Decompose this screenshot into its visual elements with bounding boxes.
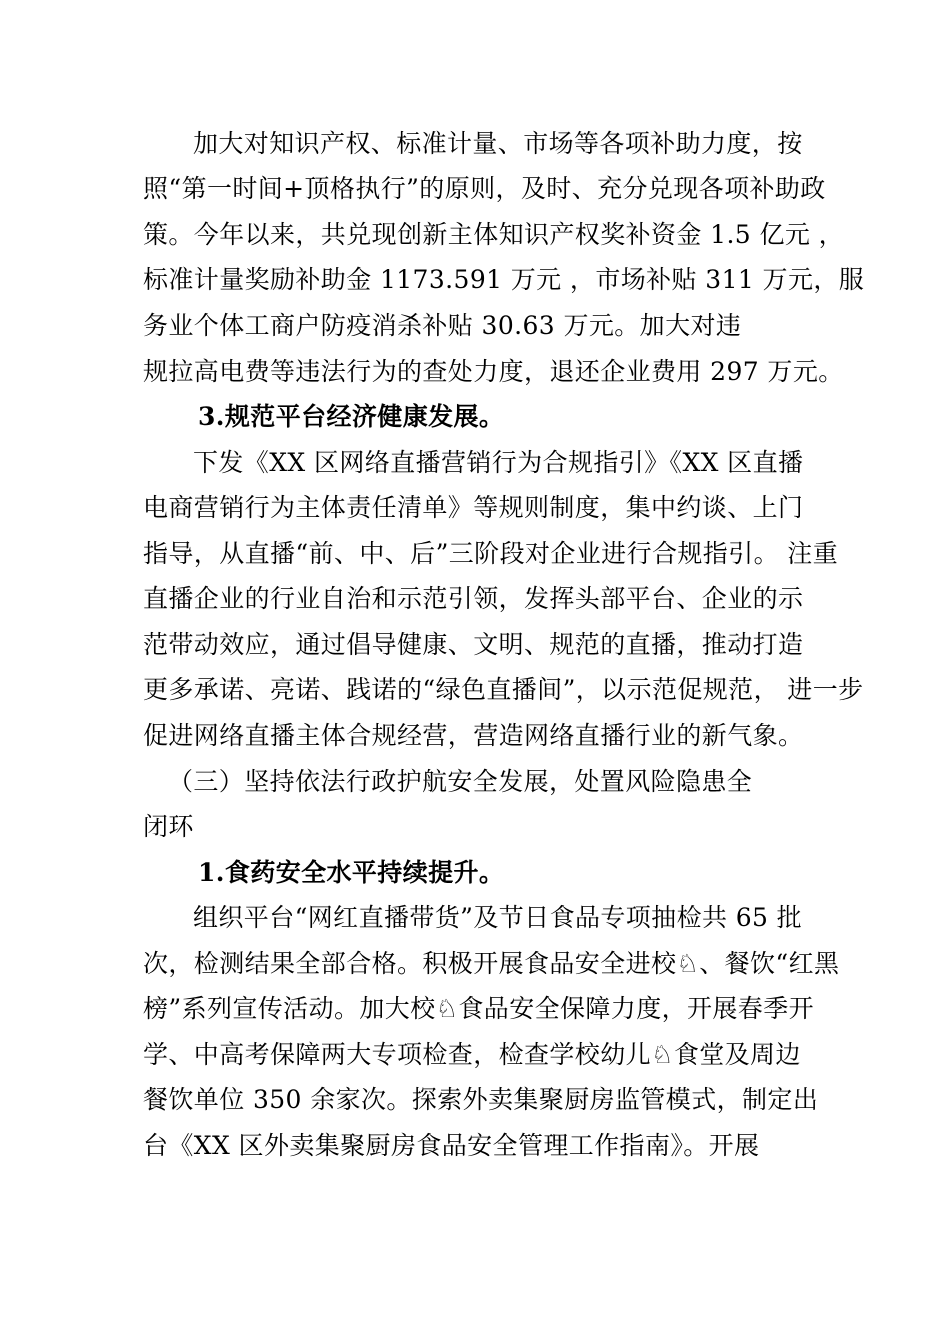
paragraph-line: 标准计量奖励补助金 1173.591 万元 ，市场补贴 311 万元，服 — [143, 265, 865, 294]
paragraph-line: 电商营销行为主体责任清单》等规则制度，集中约谈、上门 — [143, 493, 804, 522]
paragraph-line: 促进网络直播主体合规经营，营造网络直播行业的新气象。 — [143, 721, 804, 750]
paragraph-line: 指导，从直播“前、中、后”三阶段对企业进行合规指引。 注重 — [143, 539, 839, 568]
paragraph-line: 台《XX 区外卖集聚厨房食品安全管理工作指南》。开展 — [143, 1131, 760, 1160]
paragraph-line: 组织平台“网红直播带货”及节日食品专项抽检共 65 批 — [193, 903, 803, 932]
paragraph-line: 规拉高电费等违法行为的查处力度，退还企业费用 297 万元。 — [143, 357, 844, 386]
paragraph-line: 次，检测结果全部合格。积极开展食品安全进校♘、餐饮“红黑 — [143, 949, 840, 978]
section-heading: （三）坚持依法行政护航安全发展，处置风险隐患全 — [168, 767, 753, 796]
paragraph-line: 更多承诺、亮诺、践诺的“绿色直播间”，以示范促规范， 进一步 — [143, 675, 864, 704]
paragraph-line: 学、中高考保障两大专项检查，检查学校幼儿♘食堂及周边 — [143, 1040, 801, 1069]
paragraph-line: 范带动效应，通过倡导健康、文明、规范的直播，推动打造 — [143, 630, 804, 659]
paragraph-line: 策。今年以来，共兑现创新主体知识产权奖补资金 1.5 亿元 ， — [143, 220, 845, 249]
section-heading: 闭环 — [143, 812, 194, 841]
section-heading: 3.规范平台经济健康发展。 — [198, 402, 505, 431]
paragraph-line: 照“第一时间+顶格执行”的原则，及时、充分兑现各项补助政 — [143, 174, 826, 203]
paragraph-line: 餐饮单位 350 余家次。探索外卖集聚厨房监管模式，制定出 — [143, 1085, 819, 1114]
paragraph-line: 直播企业的行业自治和示范引领，发挥头部平台、企业的示 — [143, 584, 804, 613]
subsection-heading: 1.食药安全水平持续提升。 — [198, 858, 505, 887]
paragraph-line: 务业个体工商户防疫消杀补贴 30.63 万元。加大对违 — [143, 311, 742, 340]
paragraph-line: 加大对知识产权、标准计量、市场等各项补助力度，按 — [193, 129, 803, 158]
paragraph-line: 榜”系列宣传活动。加大校♘食品安全保障力度，开展春季开 — [143, 994, 814, 1023]
paragraph-line: 下发《XX 区网络直播营销行为合规指引》《XX 区直播 — [193, 448, 804, 477]
